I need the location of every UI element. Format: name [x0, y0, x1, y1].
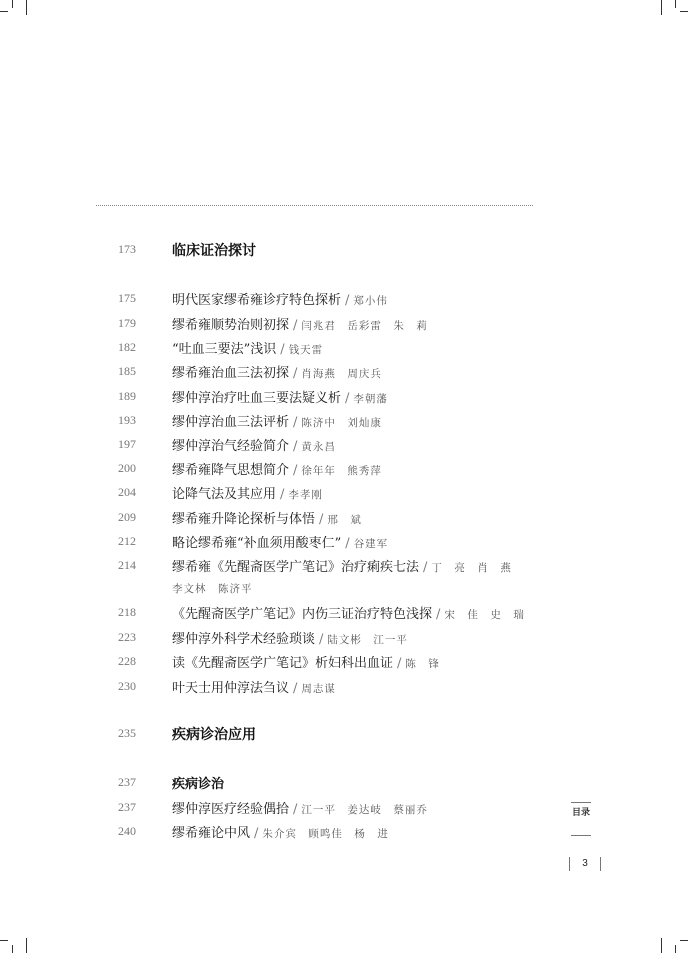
entry-page: 185 [118, 364, 136, 378]
separator: / [345, 536, 350, 551]
crop-mark [12, 945, 13, 953]
entry-authors: 江一平 姜达岐 蔡丽乔 [301, 804, 428, 816]
entry-title: 缪仲淳外科学术经验琐谈 [172, 632, 316, 647]
entry-title: 《先醒斋医学广笔记》内伤三证治疗特色浅探 [172, 607, 433, 622]
entry-authors: 徐年年 熊秀萍 [301, 465, 382, 477]
entry-title: “吐血三要法”浅识 [172, 342, 277, 357]
toc-entry[interactable] [0, 362, 688, 382]
author-continuation: 李文林 陈济平 [172, 583, 253, 595]
toc-entry[interactable] [0, 603, 688, 623]
separator: / [280, 342, 285, 357]
entry-authors: 肖海燕 周庆兵 [301, 368, 382, 380]
separator: / [293, 318, 298, 333]
entry-line [172, 508, 362, 527]
dotted-divider [96, 205, 533, 206]
entry-authors: 李朝藩 [353, 393, 388, 405]
entry-line [172, 822, 389, 841]
entry-authors: 谷建军 [353, 538, 389, 550]
entry-line [172, 289, 388, 308]
entry-line [172, 314, 428, 333]
entry-title: 缪仲淳医疗经验偶拾 [172, 802, 290, 817]
entry-title: 缪希雍降气思想简介 [172, 463, 290, 478]
entry-title: 略论缪希雍“补血须用酸枣仁” [172, 536, 342, 551]
entry-authors: 郑小伟 [353, 295, 388, 307]
entry-line [172, 459, 382, 478]
section-title: 临床证治探讨 [172, 243, 256, 259]
entry-authors: 黄永昌 [301, 441, 336, 453]
toc-entry[interactable] [0, 508, 688, 528]
toc-entry[interactable] [0, 483, 688, 503]
separator: / [293, 439, 298, 454]
crop-mark [0, 940, 8, 941]
entry-line [172, 677, 336, 696]
entry-page: 200 [118, 461, 136, 475]
separator: / [319, 632, 324, 647]
entry-authors: 朱介宾 顾鸣佳 杨 进 [262, 828, 389, 840]
separator: / [345, 391, 350, 406]
entry-page: 237 [118, 800, 136, 814]
entry-title: 缪希雍《先醒斋医学广笔记》治疗痢疾七法 [172, 560, 420, 575]
toc-entry[interactable] [0, 628, 688, 648]
separator: / [319, 512, 324, 527]
section-page: 235 [118, 726, 136, 740]
entry-line [172, 652, 440, 671]
toc-entry[interactable] [0, 459, 688, 479]
entry-line [172, 628, 408, 647]
crop-mark [661, 0, 662, 15]
crop-mark [0, 11, 8, 12]
entry-page: 218 [118, 605, 136, 619]
crop-mark [675, 0, 676, 8]
subheading-page: 237 [118, 775, 136, 789]
entry-line [172, 532, 388, 551]
separator: / [254, 826, 259, 841]
entry-title: 读《先醒斋医学广笔记》析妇科出血证 [172, 656, 394, 671]
section-title: 疾病诊治应用 [172, 727, 256, 743]
entry-authors: 李孝刚 [288, 489, 323, 501]
entry-page: 197 [118, 437, 136, 451]
entry-line [172, 387, 388, 406]
entry-title: 缪仲淳治疗吐血三要法疑义析 [172, 391, 342, 406]
subheading-row [0, 773, 688, 793]
toc-entry[interactable] [0, 289, 688, 309]
entry-authors: 陆文彬 江一平 [327, 634, 408, 646]
separator: / [293, 681, 298, 696]
entry-title: 缪仲淳治气经验简介 [172, 439, 290, 454]
separator: / [293, 463, 298, 478]
entry-title: 缪希雍顺势治则初探 [172, 318, 290, 333]
entry-authors: 邢 斌 [327, 514, 362, 526]
entry-title: 叶天士用仲淳法刍议 [172, 681, 290, 696]
separator: / [293, 802, 298, 817]
separator: / [293, 366, 298, 381]
crop-mark [26, 938, 27, 953]
toc-entry[interactable] [0, 387, 688, 407]
entry-authors: 钱天雷 [288, 344, 324, 356]
side-tab: 目录 [571, 802, 591, 836]
toc-entry[interactable] [0, 314, 688, 334]
entry-page: 230 [118, 679, 136, 693]
toc-entry[interactable] [0, 338, 688, 358]
entry-line [172, 483, 323, 502]
entry-authors: 陈 锋 [405, 658, 440, 670]
page-number-text: 3 [582, 858, 588, 869]
entry-authors: 周志谋 [301, 683, 336, 695]
separator: / [423, 560, 428, 575]
entry-line [172, 362, 382, 381]
crop-mark [675, 945, 676, 953]
toc-entry[interactable] [0, 652, 688, 672]
crop-mark [26, 0, 27, 15]
subheading-title: 疾病诊治 [172, 777, 225, 792]
toc-entry[interactable] [0, 677, 688, 697]
entry-line [172, 556, 512, 575]
entry-page: 214 [118, 558, 136, 572]
page-number [569, 857, 601, 871]
entry-page: 223 [118, 630, 136, 644]
entry-page: 193 [118, 413, 136, 427]
entry-page: 209 [118, 510, 136, 524]
entry-page: 228 [118, 654, 136, 668]
entry-title: 明代医家缪希雍诊疗特色探析 [172, 293, 342, 308]
toc-entry[interactable] [0, 532, 688, 552]
separator: / [293, 415, 298, 430]
entry-line [172, 411, 382, 430]
entry-page: 204 [118, 485, 136, 499]
toc-entry[interactable] [0, 435, 688, 455]
section-heading [0, 240, 688, 260]
crop-mark [12, 0, 13, 8]
entry-authors: 宋 佳 史 瑞 [444, 609, 525, 621]
crop-mark [680, 11, 688, 12]
crop-mark [680, 940, 688, 941]
entry-line [172, 798, 428, 817]
toc-entry[interactable] [0, 556, 688, 576]
entry-title: 缪希雍治血三法初探 [172, 366, 290, 381]
entry-authors: 闫兆君 岳彩雷 朱 莉 [301, 320, 428, 332]
separator: / [436, 607, 441, 622]
separator: / [345, 293, 350, 308]
entry-title: 缪仲淳治血三法评析 [172, 415, 290, 430]
separator: / [280, 487, 285, 502]
entry-page: 212 [118, 534, 136, 548]
entry-page: 179 [118, 316, 136, 330]
entry-page: 182 [118, 340, 136, 354]
crop-mark [661, 938, 662, 953]
entry-title: 论降气法及其应用 [172, 487, 277, 502]
entry-page: 189 [118, 389, 136, 403]
section-heading [0, 724, 688, 744]
entry-page: 175 [118, 291, 136, 305]
entry-line [172, 338, 323, 357]
toc-entry[interactable] [0, 411, 688, 431]
separator: / [397, 656, 402, 671]
entry-title: 缪希雍论中风 [172, 826, 251, 841]
entry-authors: 陈济中 刘灿康 [301, 417, 382, 429]
entry-line [172, 603, 525, 622]
section-page: 173 [118, 242, 136, 256]
entry-authors: 丁 亮 肖 燕 [431, 562, 512, 574]
entry-page: 240 [118, 824, 136, 838]
entry-line [172, 435, 336, 454]
entry-title: 缪希雍升降论探析与体悟 [172, 512, 316, 527]
